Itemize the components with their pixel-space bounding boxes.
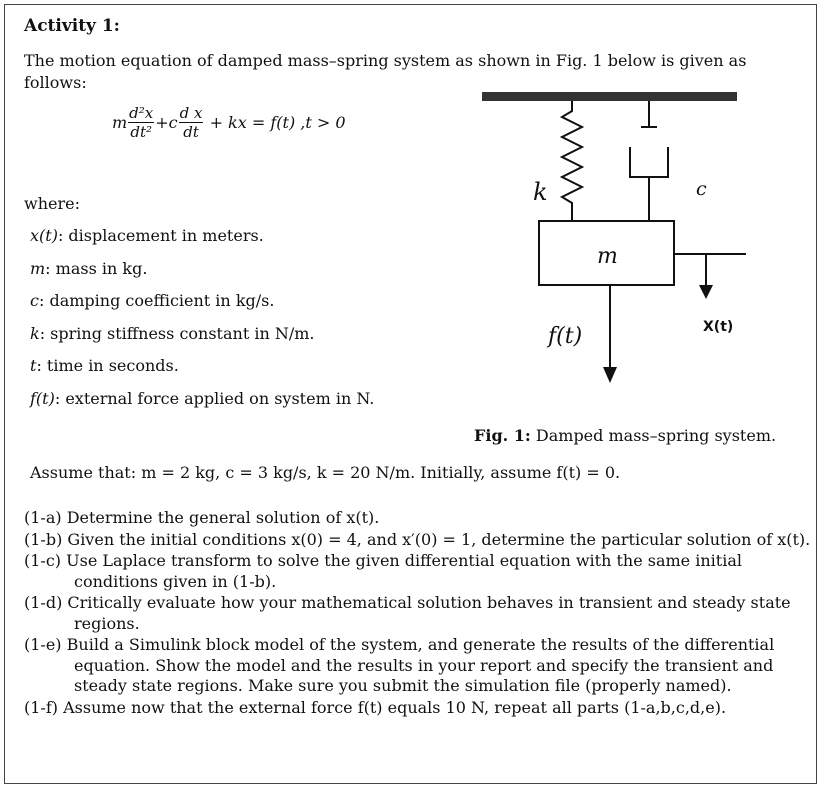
displacement-arrow-icon xyxy=(674,254,746,299)
definitions-list xyxy=(30,226,374,421)
question-part xyxy=(24,508,814,529)
part-label: (1-a) xyxy=(24,508,62,527)
figure-caption xyxy=(474,426,776,445)
eq-first-derivative xyxy=(179,104,204,141)
where-label: where: xyxy=(24,194,80,213)
displacement-label: X(t) xyxy=(703,319,734,335)
eq-tail: + kx = f(t) ,t > 0 xyxy=(209,113,346,132)
mass-spring-figure xyxy=(470,85,760,405)
damper-icon xyxy=(630,101,668,221)
definition-text: : mass in kg. xyxy=(45,258,148,278)
mass-label: m xyxy=(597,244,618,269)
definition-text: : time in seconds. xyxy=(36,356,179,375)
eq-frac2-den: dt xyxy=(183,123,199,141)
question-part xyxy=(24,698,814,719)
motion-equation xyxy=(112,104,346,154)
eq-frac1-den: dt² xyxy=(130,123,153,141)
question-part xyxy=(24,593,814,634)
part-label: (1-c) xyxy=(24,551,62,570)
damper-label: c xyxy=(696,178,707,200)
question-part xyxy=(24,530,814,551)
definition-item xyxy=(30,356,374,389)
force-arrow-icon xyxy=(603,285,617,383)
ceiling-bar xyxy=(482,92,737,101)
definition-symbol: c xyxy=(30,291,39,310)
part-text: Given the initial conditions x(0) = 4, and x′(0) = 1, determine the particular solution of x(t). xyxy=(67,529,811,549)
part-label: (1-e) xyxy=(24,635,62,654)
definition-item xyxy=(30,259,374,292)
question-part xyxy=(24,551,814,592)
part-text: Critically evaluate how your mathematical solution behaves in transient and steady state regions. xyxy=(67,593,791,633)
assumption-line: Assume that: m = 2 kg, c = 3 kg/s, k = 20 N/m. Initially, assume f(t) = 0. xyxy=(30,463,621,482)
part-text: Build a Simulink block model of the system, and generate the results of the differential equation. Show the model and the results in your report and specify the transient and steady state regions. Make sure you submit the simulation file (properly named). xyxy=(66,635,775,695)
part-text: Use Laplace transform to solve the given differential equation with the same initial conditions given in (1-b). xyxy=(66,551,742,591)
definition-text: : spring stiffness constant in N/m. xyxy=(39,323,315,343)
definition-symbol: k xyxy=(30,323,40,343)
part-label: (1-d) xyxy=(24,593,63,612)
definition-symbol: f(t) xyxy=(30,388,55,408)
question-part xyxy=(24,635,814,697)
definition-text: : displacement in meters. xyxy=(57,226,264,245)
eq-frac1-num: d²x xyxy=(129,104,154,122)
eq-second-derivative xyxy=(128,104,154,141)
eq-frac2-num: d x xyxy=(179,104,203,122)
part-label: (1-f) xyxy=(24,697,58,717)
definition-item xyxy=(30,226,374,259)
definition-symbol: t xyxy=(30,356,37,375)
definition-item xyxy=(30,389,374,422)
part-text: Determine the general solution of x(t). xyxy=(66,508,380,527)
caption-text: Damped mass–spring system. xyxy=(530,426,777,445)
part-label: (1-b) xyxy=(24,529,63,549)
activity-title: Activity 1: xyxy=(24,16,120,36)
part-text: Assume now that the external force f(t) equals 10 N, repeat all parts (1-a,b,c,d,e). xyxy=(63,697,727,717)
definition-text: : external force applied on system in N. xyxy=(54,388,375,408)
definition-item xyxy=(30,291,374,324)
spring-icon xyxy=(562,101,582,221)
definition-item xyxy=(30,324,374,357)
eq-damping-term: +c xyxy=(155,113,178,132)
intro-paragraph: The motion equation of damped mass–spring system as shown in Fig. 1 below is given as follows: xyxy=(24,51,747,92)
eq-mass-symbol: m xyxy=(112,113,128,132)
definition-text: : damping coefficient in kg/s. xyxy=(38,291,275,310)
definition-symbol: m xyxy=(30,258,46,278)
question-parts xyxy=(24,508,814,719)
caption-prefix: Fig. 1: xyxy=(474,426,531,445)
definition-symbol: x(t) xyxy=(30,226,58,245)
force-label: f(t) xyxy=(548,324,583,349)
spring-label: k xyxy=(533,178,548,206)
